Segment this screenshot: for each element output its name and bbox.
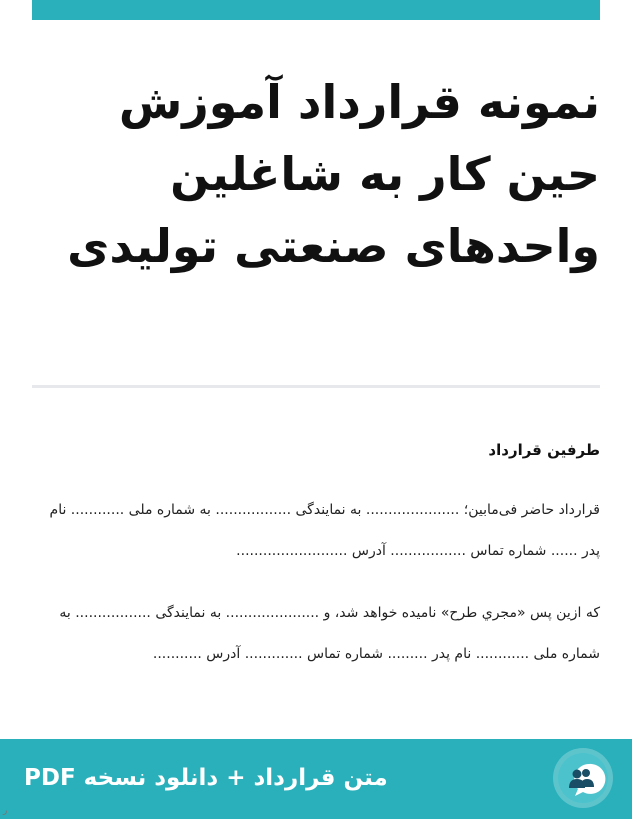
section-heading-parties: طرفین قرارداد: [488, 441, 600, 459]
contract-paragraph-2: که ازین پس «مجري طرح» نامیده خواهد شد، و ..................... به نمایندگی ................. به شماره ملی ............ نام پدر ......... شماره تماس ............. آدرس ...........: [59, 605, 600, 662]
page-title: نمونه قرارداد آموزش حین کار به شاغلین واحدهای صنعتی تولیدی: [67, 75, 600, 273]
download-pdf-link[interactable]: متن قرارداد + دانلود نسخه PDF: [24, 765, 388, 791]
title-divider: [32, 385, 600, 388]
top-accent-bar: [32, 0, 600, 20]
download-banner[interactable]: [0, 739, 632, 819]
users-chat-logo-icon: [552, 747, 614, 809]
corner-mark: ر: [3, 806, 8, 816]
contract-paragraph-1: قرارداد حاضر فی‌مابین؛ ..................... به نمایندگی ................. به شماره ملی ............ نام پدر ...... شماره تماس ................. آدرس .........................: [49, 502, 600, 559]
